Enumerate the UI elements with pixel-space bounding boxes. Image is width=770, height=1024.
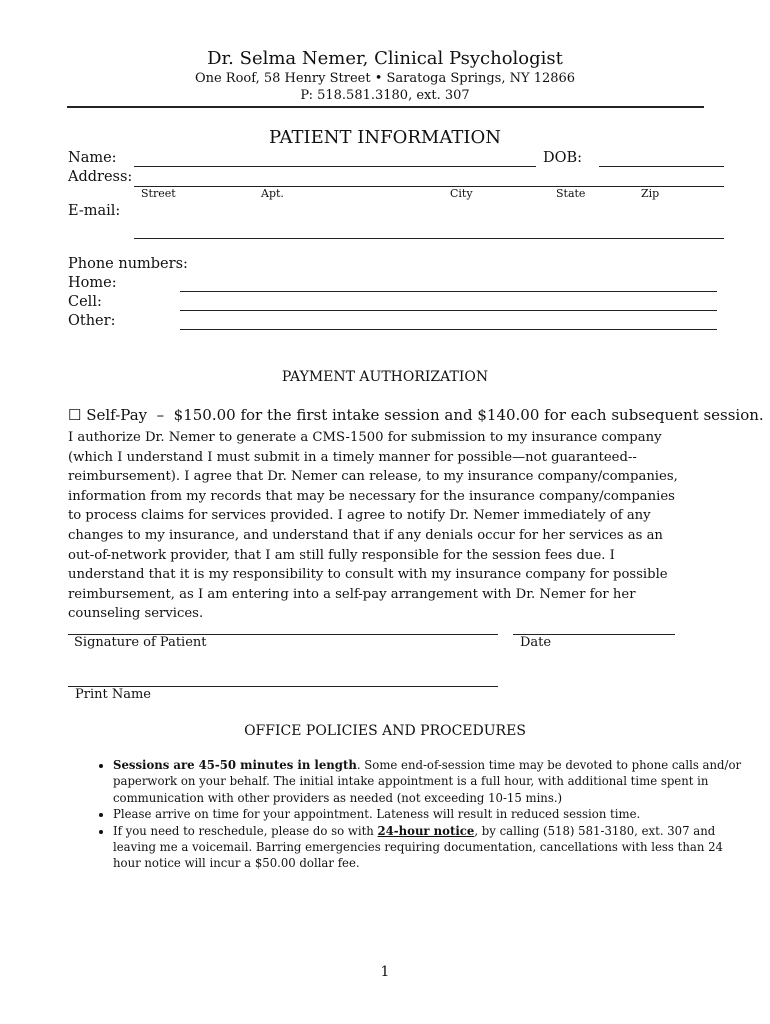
page-number: 1 bbox=[380, 964, 390, 980]
payment-heading: PAYMENT AUTHORIZATION bbox=[281, 369, 489, 385]
policy-session-length-bold: Sessions are 45-50 minutes in length bbox=[113, 758, 357, 772]
policies-heading: OFFICE POLICIES AND PROCEDURES bbox=[244, 723, 526, 739]
cell-phone-field[interactable] bbox=[180, 310, 717, 311]
print-name-label: Print Name bbox=[75, 687, 151, 702]
email-label: E-mail: bbox=[68, 203, 121, 219]
zip-caption: Zip bbox=[641, 187, 660, 200]
address-label: Address: bbox=[68, 169, 133, 185]
apt-caption: Apt. bbox=[261, 187, 284, 200]
cell-phone-label: Cell: bbox=[68, 294, 102, 310]
name-field[interactable] bbox=[134, 166, 536, 167]
practice-phone: P: 518.581.3180, ext. 307 bbox=[300, 88, 470, 103]
name-label: Name: bbox=[68, 150, 117, 166]
other-phone-label: Other: bbox=[68, 313, 116, 329]
address-field[interactable] bbox=[134, 186, 724, 187]
dob-label: DOB: bbox=[543, 150, 583, 166]
city-caption: City bbox=[450, 187, 473, 200]
state-caption: State bbox=[556, 187, 586, 200]
self-pay-text: Self-Pay – $150.00 for the first intake session and $140.00 for each subsequent session. bbox=[86, 406, 764, 424]
practice-address: One Roof, 58 Henry Street • Saratoga Springs, NY 12866 bbox=[194, 71, 576, 86]
dob-field[interactable] bbox=[599, 166, 724, 167]
policy-session-length-text: . Some end-of-session time may be devoted to phone calls and/or paperwork on your behalf. The initial intake appointment is a full hour, with additional time spent in communication with other providers as needed (not exceeding 10-15 mins.) bbox=[113, 758, 742, 805]
patient-info-heading: PATIENT INFORMATION bbox=[269, 127, 501, 148]
home-phone-field[interactable] bbox=[180, 291, 717, 292]
practice-title: Dr. Selma Nemer, Clinical Psychologist bbox=[207, 48, 563, 69]
policy-notice-bold: 24-hour notice bbox=[377, 823, 475, 838]
phone-numbers-label: Phone numbers: bbox=[68, 256, 188, 272]
policy-arrival: • Please arrive on time for your appointment. Lateness will result in reduced session time. bbox=[113, 806, 749, 822]
authorization-paragraph: I authorize Dr. Nemer to generate a CMS-1500 for submission to my insurance company (which I understand I must submit in a timely manner for possible—not guaranteed--reimbursement). I agree that Dr. Nemer can release, to my insurance company/companies, information from my records that may be necessary for the insurance company/companies to process claims for services provided. I agree to notify Dr. Nemer immediately of any changes to my insurance, and understand that if any denials occur for her services as an out-of-network provider, that I am still fully responsible for the session fees due. I understand that it is my responsibility to consult with my insurance company for possible reimbursement, as I am entering into a self-pay arrangement with Dr. Nemer for her counseling services. bbox=[68, 430, 678, 622]
policy-session-length bbox=[113, 757, 749, 806]
signature-label: Signature of Patient bbox=[74, 635, 207, 650]
policy-reschedule bbox=[113, 823, 749, 872]
self-pay-option bbox=[68, 406, 764, 424]
home-phone-label: Home: bbox=[68, 275, 117, 291]
street-caption: Street bbox=[141, 187, 176, 200]
policy-reschedule-pre: If you need to reschedule, please do so with bbox=[113, 823, 378, 838]
policy-reschedule-post: , by calling (518) 581-3180, ext. 307 and leaving me a voicemail. Barring emergencies requiring documentation, cancellations with less than 24 hour notice will incur a $50.00 dollar fee. bbox=[113, 823, 723, 871]
date-label: Date bbox=[520, 635, 552, 650]
header-divider bbox=[67, 106, 704, 108]
policies-list bbox=[68, 757, 749, 872]
other-phone-field[interactable] bbox=[180, 329, 717, 330]
self-pay-checkbox[interactable]: ☐ bbox=[68, 406, 82, 424]
email-field[interactable] bbox=[134, 238, 724, 239]
